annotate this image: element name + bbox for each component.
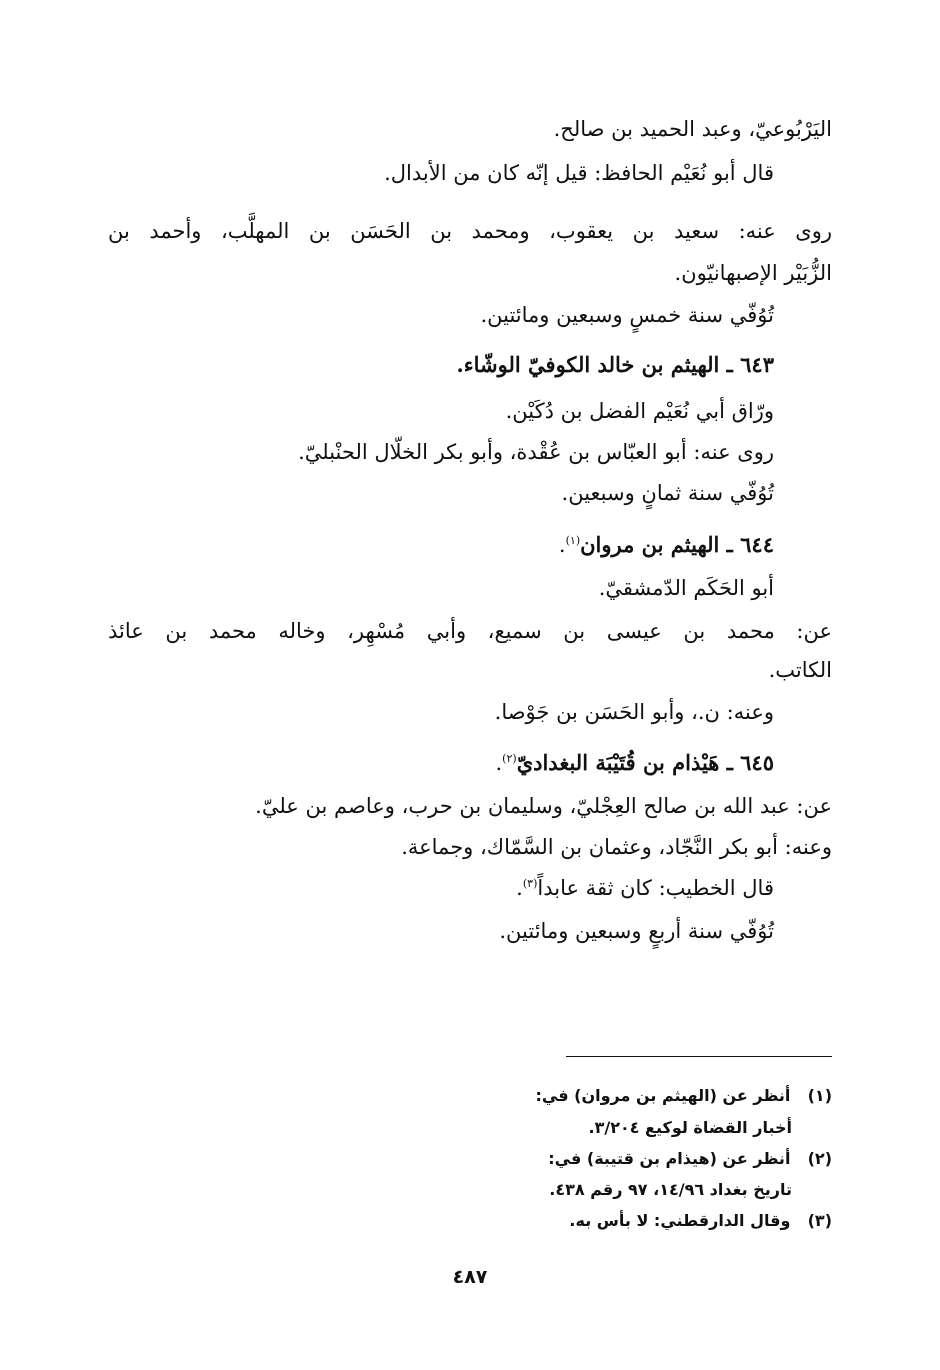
footnote-number: (٢) [807, 1149, 832, 1168]
text-line: الكاتب. [768, 658, 832, 682]
footnote-line [536, 1084, 833, 1108]
footnote-number: (٣) [807, 1211, 832, 1230]
footnote-line [569, 1209, 832, 1233]
punctuation: . [558, 533, 566, 557]
text-line: روى عنه: أبو العبّاس بن عُقْدة، وأبو بكر الخلّال الحنْبليّ. [298, 440, 774, 464]
text-line: وعنه: ن.، وأبو الحَسَن بن جَوْصا. [494, 700, 774, 724]
text-line: تُوُفّي سنة خمسٍ وسبعين ومائتين. [480, 303, 774, 327]
footnote-line [548, 1147, 832, 1171]
footnote-separator [566, 1056, 832, 1057]
text-line: وعنه: أبو بكر النَّجّاد، وعثمان بن السَّمّاك، وجماعة. [401, 835, 832, 859]
entry-heading-643: ٦٤٣ ـ الهيثم بن خالد الكوفيّ الوشّاء. [456, 352, 774, 377]
quote-text: قال الخطيب: كان ثقة عابداً [537, 876, 774, 900]
text-line: اليَرْبُوعيّ، وعبد الحميد بن صالح. [553, 117, 832, 141]
text-line [516, 873, 774, 903]
text-line: تُوُفّي سنة ثمانٍ وسبعين. [561, 481, 774, 505]
page-number: ٤٨٧ [452, 1266, 488, 1288]
footnote-marker: (٢) [502, 752, 517, 765]
footnote-line [549, 1178, 792, 1202]
footnote-text: وقال الدارقطني: لا بأس به. [569, 1211, 791, 1230]
punctuation: . [516, 876, 523, 900]
entry-title: ٦٤٥ ـ هَيْذام بن قُتَيْبَة البغداديّ [516, 750, 774, 775]
footnote-text: أنظر عن (هيذام بن قتيبة) في: [548, 1149, 791, 1168]
text-line: روى عنه: سعيد بن يعقوب، ومحمد بن الحَسَن بن المهلَّب، وأحمد بن [108, 219, 832, 243]
punctuation: . [495, 751, 503, 775]
text-line: عن: محمد بن عيسى بن سميع، وأبي مُسْهِر، وخاله محمد بن عائذ [108, 619, 832, 643]
text-line: الزُّبَيْر الإصبهانيّون. [674, 261, 832, 285]
footnote-marker: (٣) [522, 877, 538, 890]
text-line: تُوُفّي سنة أربعٍ وسبعين ومائتين. [499, 919, 774, 943]
text-line: قال أبو نُعَيْم الحافظ: قيل إنّه كان من الأبدال. [384, 161, 774, 185]
entry-heading-645 [495, 748, 774, 778]
entry-title: ٦٤٤ ـ الهيثم بن مروان [580, 532, 774, 557]
text-line: عن: عبد الله بن صالح العِجْليّ، وسليمان بن حرب، وعاصم بن عليّ. [255, 794, 832, 818]
entry-heading-644 [559, 530, 774, 560]
footnote-text: أخبار القضاة لوكيع ٣/٢٠٤. [588, 1118, 792, 1137]
footnote-number: (١) [807, 1086, 832, 1105]
text-line: ورّاق أبي نُعَيْم الفضل بن دُكَيْن. [505, 399, 774, 423]
text-line: أبو الحَكَم الدّمشقيّ. [598, 576, 774, 600]
footnote-line [589, 1116, 793, 1140]
footnote-text: تاريخ بغداد ١٤/٩٦، ٩٧ رقم ٤٣٨. [549, 1180, 792, 1199]
footnote-text: أنظر عن (الهيثم بن مروان) في: [535, 1086, 791, 1105]
footnote-marker: (١) [565, 534, 581, 547]
